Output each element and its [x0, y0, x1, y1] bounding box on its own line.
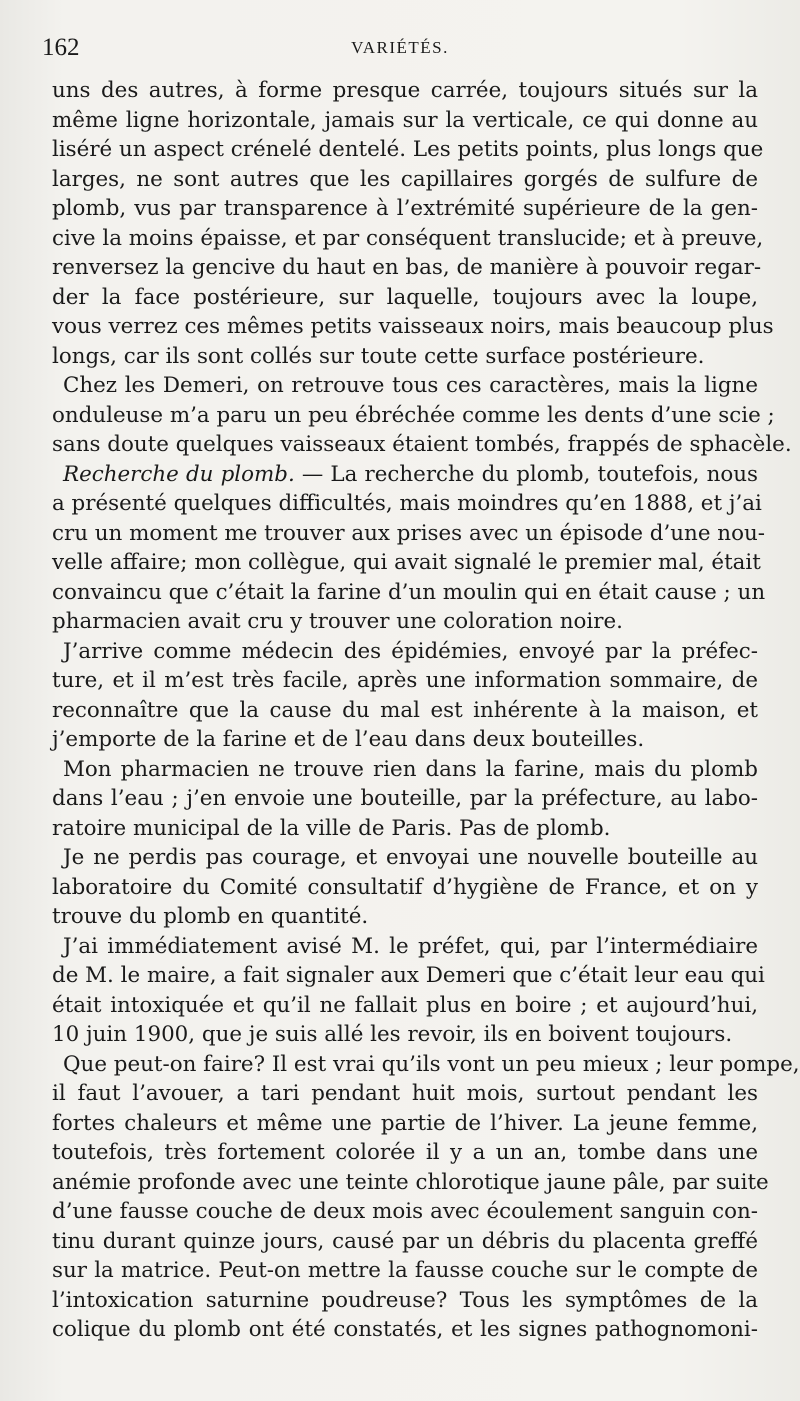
text-line: Chez les Demeri, on retrouve tous ces caractères, mais la ligne	[63, 373, 758, 398]
text-line: j’emporte de la farine et de l’eau dans deux bouteilles.	[52, 727, 645, 752]
text-line: dans l’eau ; j’en envoie une bouteille, par la préfecture, au labo-	[52, 786, 758, 811]
text-line: pharmacien avait cru y trouver une coloration noire.	[52, 609, 623, 634]
text-line: il faut l’avouer, a tari pendant huit mois, surtout pendant les	[52, 1081, 758, 1106]
text-line: ture, et il m’est très facile, après une information sommaire, de	[52, 668, 758, 693]
text-line: onduleuse m’a paru un peu ébréchée comme les dents d’une scie ;	[52, 402, 775, 428]
text-line: d’une fausse couche de deux mois avec écoulement sanguin con-	[52, 1199, 758, 1224]
text-line: J’ai immédiatement avisé M. le préfet, qui, par l’intermédiaire	[63, 933, 758, 959]
text-line: trouve du plomb en quantité.	[52, 904, 369, 929]
section-heading-italic: Recherche du plomb.	[63, 461, 295, 487]
text-line: larges, ne sont autres que les capillaires gorgés de sulfure de	[52, 166, 758, 192]
text-line: reconnaître que la cause du mal est inhérente à la maison, et	[52, 697, 758, 723]
text-line: plomb, vus par transparence à l’extrémité supérieure de la gen-	[52, 196, 758, 221]
text-line: liséré un aspect crénelé dentelé. Les petits points, plus longs que	[52, 137, 764, 162]
text-line: sur la matrice. Peut-on mettre la fausse couche sur le compte de	[52, 1258, 758, 1283]
text-line: laboratoire du Comité consultatif d’hygiène de France, et on y	[52, 874, 758, 900]
text-line: convaincu que c’était la farine d’un moulin qui en était cause ; un	[52, 579, 766, 605]
text-line: der la face postérieure, sur laquelle, toujours avec la loupe,	[52, 284, 758, 310]
text-line: toutefois, très fortement colorée il y a un an, tombe dans une	[52, 1140, 758, 1165]
text-line: l’intoxication saturnine poudreuse? Tous les symptômes de la	[52, 1287, 758, 1313]
text-line: cru un moment me trouver aux prises avec un épisode d’une nou-	[52, 520, 765, 546]
text-line: a présenté quelques difficultés, mais moindres qu’en 1888, et j’ai	[52, 491, 762, 516]
text-line: tinu durant quinze jours, causé par un débris du placenta greffé	[52, 1228, 758, 1254]
body-text	[52, 76, 800, 1345]
running-head: VARIÉTÉS.	[351, 38, 449, 57]
text-line: fortes chaleurs et même une partie de l’hiver. La jeune femme,	[52, 1110, 758, 1136]
text-line: Mon pharmacien ne trouve rien dans la farine, mais du plomb	[63, 756, 758, 782]
text-line: J’arrive comme médecin des épidémies, envoyé par la préfec-	[63, 638, 758, 664]
text-line: colique du plomb ont été constatés, et les signes pathognomoni-	[52, 1317, 758, 1342]
text-line: de M. le maire, a fait signaler aux Demeri que c’était leur eau qui	[52, 963, 765, 988]
text-line: cive la moins épaisse, et par conséquent translucide; et à preuve,	[52, 225, 764, 251]
text-line: longs, car ils sont collés sur toute cette surface postérieure.	[52, 343, 705, 369]
text-line-continuation: — La recherche du plomb, toutefois, nous	[301, 461, 758, 487]
text-line: uns des autres, à forme presque carrée, toujours situés sur la	[52, 78, 758, 103]
text-line: anémie profonde avec une teinte chlorotique jaune pâle, par suite	[52, 1169, 769, 1195]
page-header	[42, 34, 758, 74]
text-line: était intoxiquée et qu’il ne fallait plus en boire ; et aujourd’hui,	[52, 992, 758, 1018]
text-line: Que peut-on faire? Il est vrai qu’ils vont un peu mieux ; leur pompe,	[63, 1051, 800, 1077]
text-line: 10 juin 1900, que je suis allé les revoir, ils en boivent toujours.	[52, 1022, 733, 1047]
text-line-recherche	[52, 460, 758, 490]
text-line: velle affaire; mon collègue, qui avait signalé le premier mal, était	[52, 550, 761, 575]
text-line: sans doute quelques vaisseaux étaient tombés, frappés de sphacèle.	[52, 432, 792, 457]
page-number: 162	[42, 34, 80, 61]
text-line: Je ne perdis pas courage, et envoyai une nouvelle bouteille au	[63, 845, 758, 870]
text-line: renversez la gencive du haut en bas, de manière à pouvoir regar-	[52, 255, 762, 280]
text-line: même ligne horizontale, jamais sur la verticale, ce qui donne au	[52, 107, 758, 133]
text-line: vous verrez ces mêmes petits vaisseaux noirs, mais beaucoup plus	[52, 314, 774, 339]
text-line: ratoire municipal de la ville de Paris. Pas de plomb.	[52, 815, 611, 841]
